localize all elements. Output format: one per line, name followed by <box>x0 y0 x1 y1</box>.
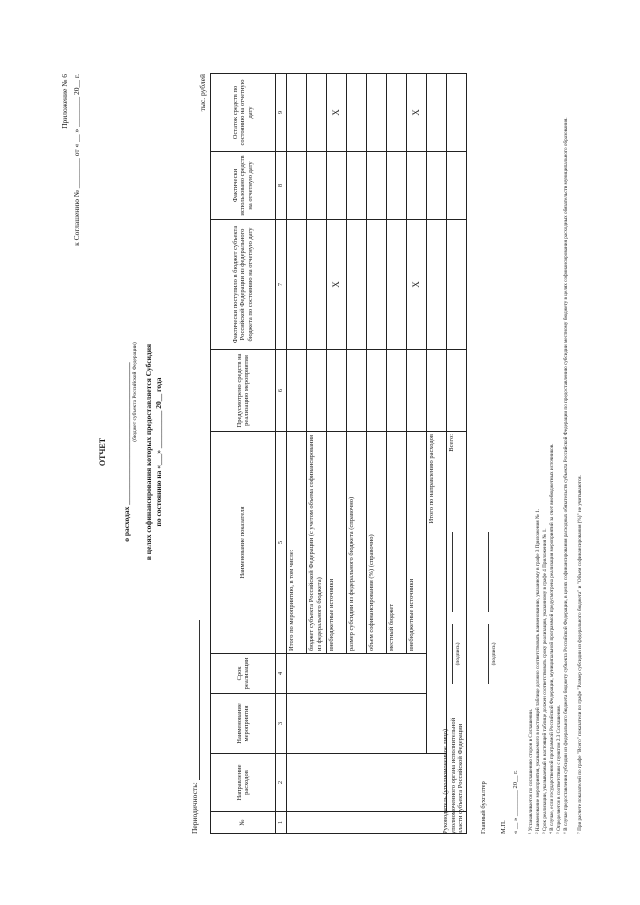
cell <box>347 350 367 432</box>
footnote: ¹ Устанавливается по соглашению сторон в Соглашении. <box>528 708 534 834</box>
cell <box>347 74 367 152</box>
stamp-place: М.П. <box>500 820 507 834</box>
row-label: объем софинансирования (%) (справочно) <box>367 432 387 654</box>
row-label: местный бюджет <box>387 432 407 654</box>
cell <box>367 350 387 432</box>
column-number-row <box>276 74 287 834</box>
head-signatory <box>442 694 465 834</box>
footnote: ⁷ При расчете показателей по графе "Всего" показатели по графе "Размер субсидии из федерального бюджета" и "Объем софинансирования (%)" не учитываются. <box>577 475 583 834</box>
col-header: Фактически использовано средств на отчетную дату <box>211 152 276 220</box>
col-number: 8 <box>276 152 287 220</box>
cell <box>447 74 467 152</box>
signature-date: « __ » ________ 20__ г. <box>512 770 519 834</box>
cell-activity <box>287 694 427 754</box>
footnote: ³ Срок реализации, указываемый в настоящей таблице должен соответствовать сроку реализации, указанному в графе 4 Приложения № 1. <box>542 528 548 834</box>
cell <box>387 350 407 432</box>
col-number: 6 <box>276 350 287 432</box>
x-mark: X <box>407 74 427 152</box>
col-number: 7 <box>276 220 287 350</box>
cell <box>287 152 307 220</box>
units-label: тыс. рублей <box>198 74 207 112</box>
col-header: Направление расходов <box>211 754 276 812</box>
appendix-label: Приложение № 6 <box>60 74 69 129</box>
periodicity-text: Периодичность: <box>190 780 199 834</box>
cell <box>407 152 427 220</box>
total-direction-label: Итого по направлению расходов <box>427 432 447 754</box>
cell <box>427 350 447 432</box>
head-line-2: уполномоченного органа исполнительной <box>449 717 457 834</box>
row-label: внебюджетные источники <box>407 432 427 654</box>
col-number: 9 <box>276 74 287 152</box>
accountant-signature-line <box>488 624 489 684</box>
head-sign-hint: (подпись) <box>455 642 461 666</box>
rotated-report-sheet <box>50 52 590 852</box>
table-row <box>287 74 307 834</box>
row-label: внебюджетные источники <box>327 432 347 654</box>
cell <box>307 74 327 152</box>
head-line-1: Руководитель (уполномоченное лицо) <box>442 728 449 834</box>
cell <box>367 74 387 152</box>
cell-index <box>287 812 467 834</box>
col-header: Предусмотрено средств на реализацию мероприятия <box>211 350 276 432</box>
col-header: Фактически поступило в бюджет субъекта Российской Федерации из федерального бюджета по состоянию на отчетную дату <box>211 220 276 350</box>
col-number: 1 <box>276 812 287 834</box>
accountant-name-line <box>488 532 489 612</box>
cell <box>447 350 467 432</box>
col-header: Срок реализации <box>211 654 276 694</box>
col-header: Остаток средств по состоянию на отчетную дату <box>211 74 276 152</box>
cell <box>287 74 307 152</box>
cell <box>447 152 467 220</box>
grand-total-label: Всего: <box>447 432 467 812</box>
cell <box>427 220 447 350</box>
cell <box>307 220 327 350</box>
cell <box>347 152 367 220</box>
cell <box>407 350 427 432</box>
report-subtitle-date: по состоянию на «___» __________ 20__ года <box>154 377 163 527</box>
report-table <box>210 73 467 834</box>
periodicity-line <box>190 620 200 780</box>
report-title: ОТЧЕТ <box>98 437 107 467</box>
footnote: ⁴ В случае, если государственной программой Российской Федерации, муниципальной программой предусмотрена реализация мероприятий за счет внебюджетных источников. <box>549 443 555 834</box>
col-number: 5 <box>276 432 287 654</box>
col-header: № <box>211 812 276 834</box>
cell-direction <box>287 754 447 812</box>
cell <box>367 220 387 350</box>
cell-term <box>287 654 427 694</box>
cell <box>387 220 407 350</box>
cell <box>327 152 347 220</box>
footnote: ⁵ Определяется в соответствии с пунктом 2.3 Соглашения. <box>556 705 562 834</box>
cell <box>367 152 387 220</box>
cell <box>327 350 347 432</box>
footnote: ⁶ В случае предоставления субсидии из федерального бюджета бюджету субъекта Российской Федерации, в целях софинансирования расходных обязательств субъекта Российской Федерации по предоставлению субсидии местному бюджету в целях софинансирования расходных обязательств муниципального образования. <box>563 117 569 834</box>
cell <box>387 152 407 220</box>
footnote: ² Наименование мероприятия, указываемого в настоящей таблице должно соответствовать наименованию, указанному в графе 3 Приложения № 1. <box>535 508 541 834</box>
cell <box>447 220 467 350</box>
row-label: Итого по мероприятию, в том числе: <box>287 432 307 654</box>
subtitle-note: (бюджет субъекта Российской Федерации) <box>132 342 138 442</box>
cell <box>307 350 327 432</box>
col-number: 2 <box>276 754 287 812</box>
row-label: размер субсидии из федерального бюджета (справочно) <box>347 432 367 654</box>
cell <box>427 152 447 220</box>
report-subtitle-expenses: о расходах ______________________________________ <box>122 362 131 542</box>
cell <box>307 152 327 220</box>
agreement-reference: к Соглашению № ________ от « __ » ________ 20__ г. <box>72 74 81 246</box>
accountant-sign-hint: (подпись) <box>491 642 497 666</box>
report-subtitle-purpose: в целях софинансирования которых предоставляется Субсидия <box>144 343 153 561</box>
cell <box>387 74 407 152</box>
row-label: бюджет субъекта Российской Федерации (с учетом объема софинансирования из федерального бюджета) <box>307 432 327 654</box>
col-number: 3 <box>276 694 287 754</box>
chief-accountant-label: Главный бухгалтер <box>480 781 487 834</box>
head-signature-line <box>452 624 453 684</box>
cell <box>287 220 307 350</box>
head-line-3: власти субъекта Российской Федерации <box>457 723 464 834</box>
periodicity-label <box>190 620 200 834</box>
cell <box>347 220 367 350</box>
x-mark: X <box>327 220 347 350</box>
col-header: Наименование мероприятия <box>211 694 276 754</box>
head-name-line <box>452 532 453 612</box>
col-header: Наименование показателя <box>211 432 276 654</box>
table-header-row <box>211 74 276 834</box>
x-mark: X <box>327 74 347 152</box>
x-mark: X <box>407 220 427 350</box>
col-number: 4 <box>276 654 287 694</box>
cell <box>427 74 447 152</box>
cell <box>287 350 307 432</box>
